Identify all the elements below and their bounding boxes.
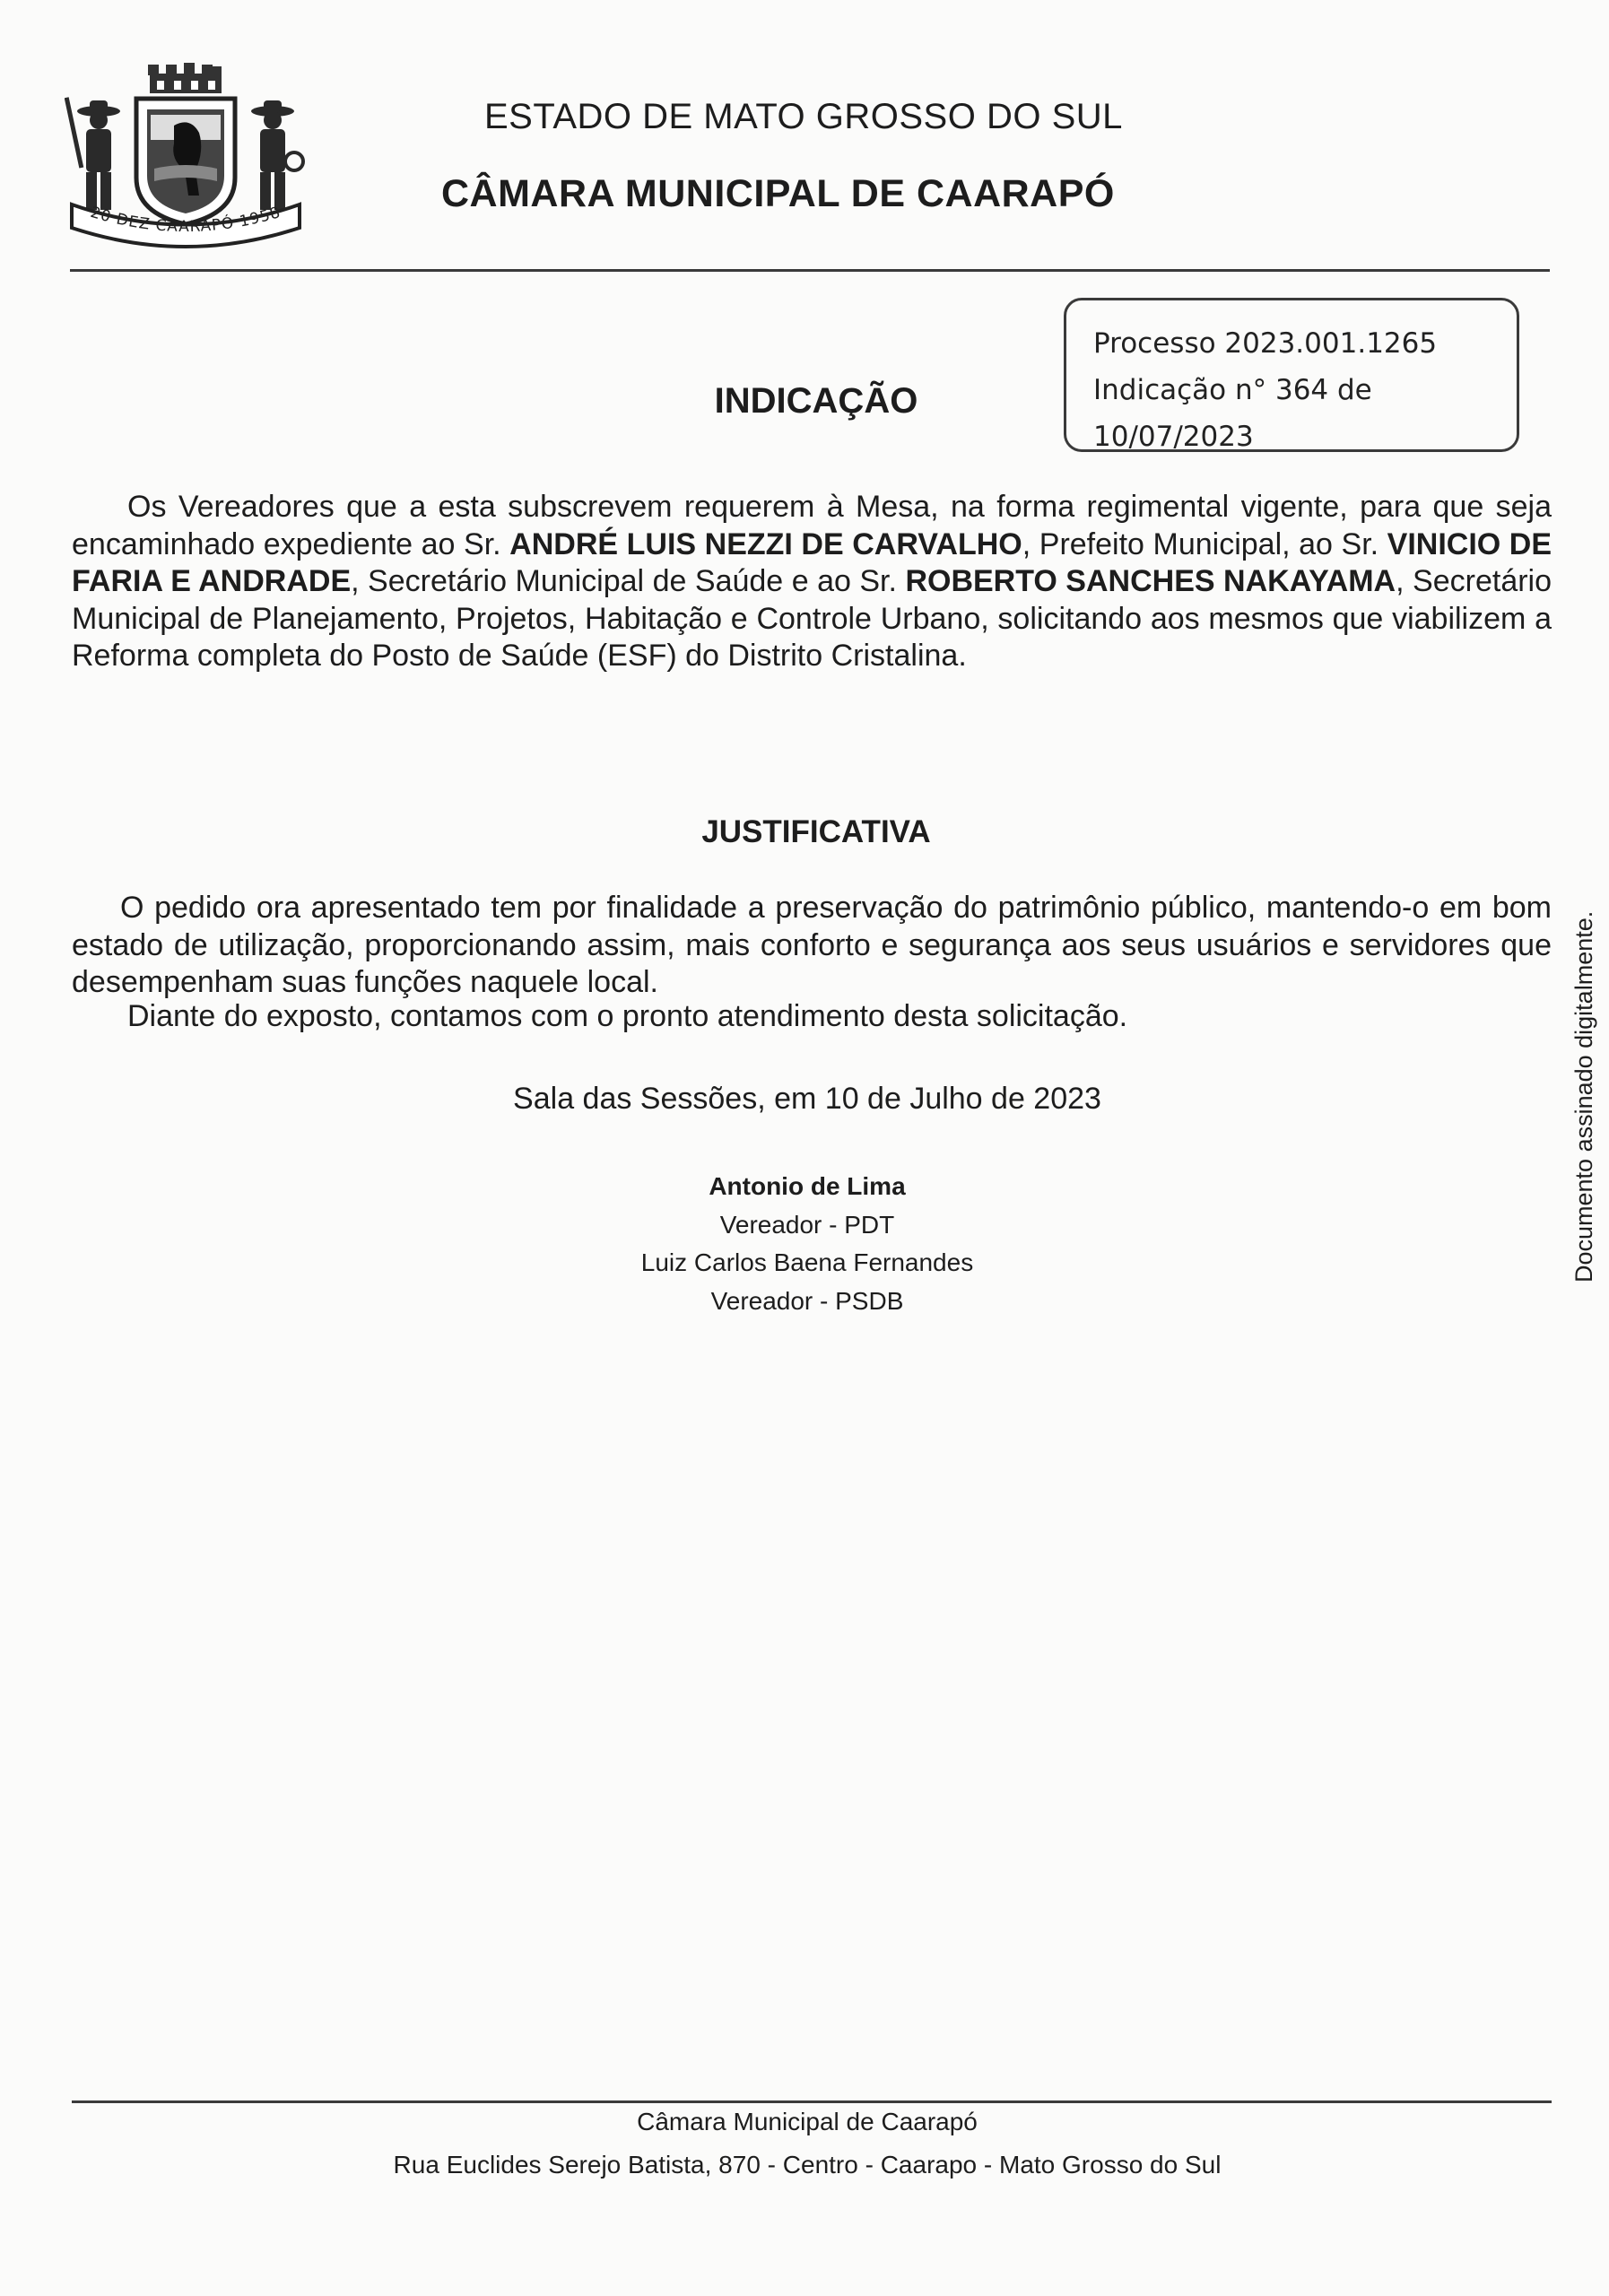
chamber-name: CÂMARA MUNICIPAL DE CAARAPÓ bbox=[441, 172, 1115, 215]
planning-secretary-name: ROBERTO SANCHES NAKAYAMA bbox=[905, 564, 1396, 598]
footer-divider bbox=[72, 2100, 1552, 2103]
footer-institution: Câmara Municipal de Caarapó bbox=[637, 2108, 978, 2135]
request-text-1: Os Vereadores que a esta subscrevem requerem à Mesa, na forma regimental vigente, para que seja encaminhado expediente ao Sr. bbox=[72, 490, 1552, 561]
signatory-name: Luiz Carlos Baena Fernandes bbox=[640, 1248, 974, 1276]
health-secretary-name: VINICIO DE FARIA E ANDRADE bbox=[72, 526, 1552, 598]
document-title: INDICAÇÃO bbox=[714, 381, 918, 421]
request-text-3: , Secretário Municipal de Saúde e ao Sr. bbox=[351, 564, 906, 598]
process-stamp-box bbox=[1064, 298, 1519, 452]
header-divider bbox=[70, 269, 1550, 272]
conclusion-paragraph: Diante do exposto, contamos com o pronto atendimento desta solicitação. bbox=[127, 999, 1128, 1033]
request-text-2: , Prefeito Municipal, ao Sr. bbox=[1022, 526, 1387, 561]
state-name: ESTADO DE MATO GROSSO DO SUL bbox=[484, 97, 1123, 136]
process-number: Processo 2023.001.1265 bbox=[1093, 327, 1438, 360]
svg-text:20 DEZ CAARAPÓ 1958: 20 DEZ CAARAPÓ 1958 bbox=[88, 203, 283, 237]
digital-signature-note: Documento assinado digitalmente. bbox=[1570, 910, 1597, 1283]
request-paragraph bbox=[72, 489, 1552, 675]
request-text-4: , Secretário Municipal de Planejamento, Projetos, Habitação e Controle Urbano, solicitando aos mesmos que viabilizem a Reforma completa do Posto de Saúde (ESF) do Distrito Cristalina. bbox=[72, 564, 1552, 673]
justification-paragraph: O pedido ora apresentado tem por finalidade a preservação do patrimônio público, mantendo-o em bom estado de utilização, proporcionando assim, mais conforto e segurança aos seus usuários e servidores que desempenham suas funções naquele local. bbox=[72, 891, 1552, 999]
closing-line: Sala das Sessões, em 10 de Julho de 2023 bbox=[513, 1082, 1101, 1116]
indication-date: 10/07/2023 bbox=[1093, 421, 1254, 453]
indication-number: Indicação n° 364 de bbox=[1093, 374, 1372, 406]
footer-address: Rua Euclides Serejo Batista, 870 - Centro - Caarapo - Mato Grosso do Sul bbox=[393, 2151, 1222, 2179]
mayor-name: ANDRÉ LUIS NEZZI DE CARVALHO bbox=[509, 526, 1022, 561]
municipal-crest-logo bbox=[65, 61, 307, 258]
signatory-role: Vereador - PSDB bbox=[710, 1287, 904, 1315]
justification-heading: JUSTIFICATIVA bbox=[701, 814, 931, 849]
signatory-name: Antonio de Lima bbox=[709, 1172, 906, 1200]
signatory-role: Vereador - PDT bbox=[719, 1211, 895, 1239]
